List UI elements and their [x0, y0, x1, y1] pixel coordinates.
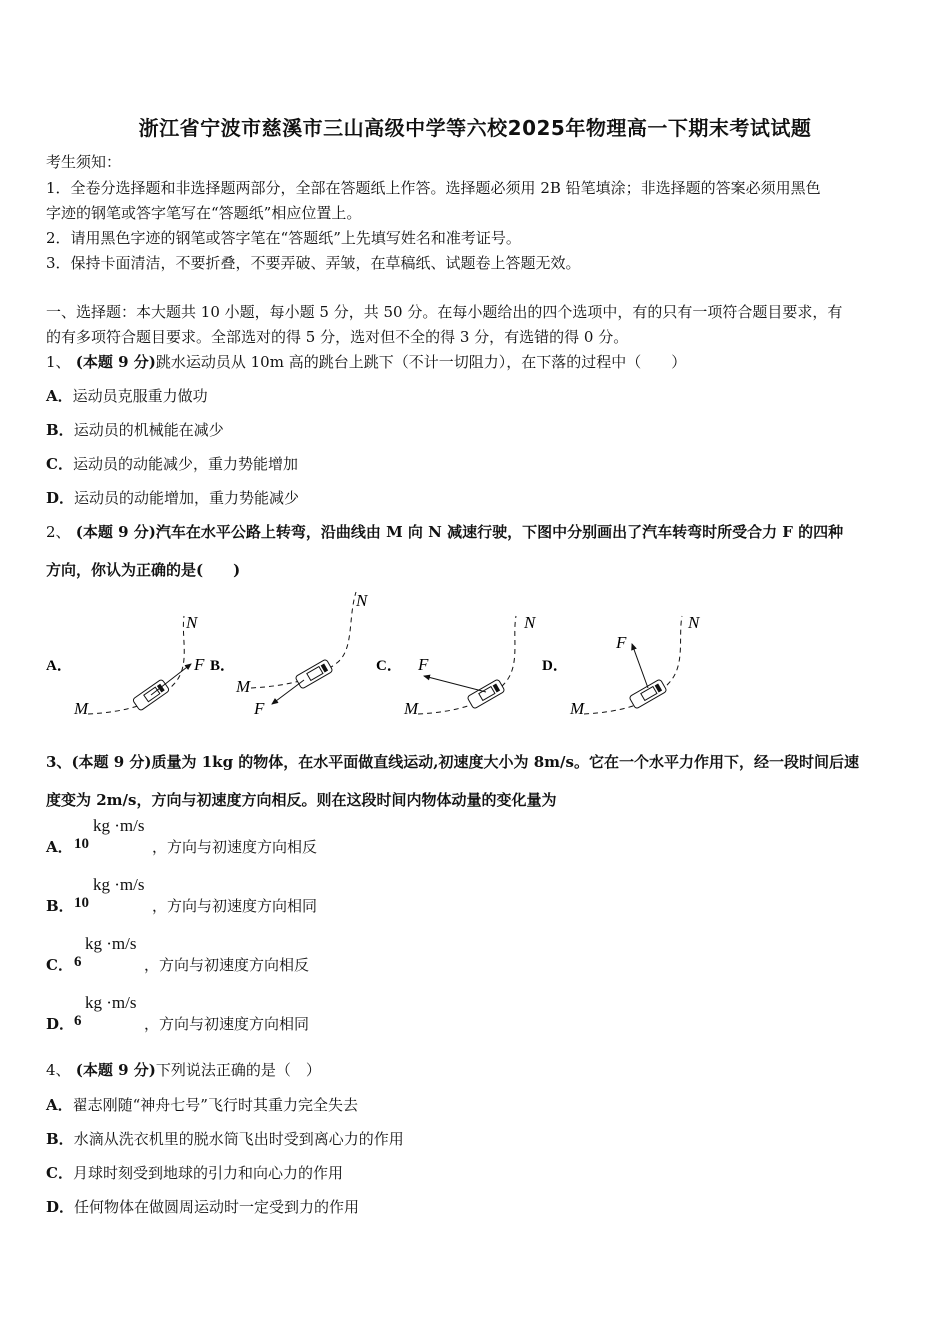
- option-value: 10: [74, 895, 89, 911]
- option-b: [46, 420, 908, 440]
- option-text: 运动员的动能减少，重力势能增加: [72, 455, 298, 473]
- figure-option-d: [542, 613, 701, 718]
- question-4-stem: [46, 1060, 908, 1080]
- option-b: [46, 1129, 908, 1149]
- section-intro: 一、选择题：本大题共 10 小题，每小题 5 分，共 50 分。在每小题给出的四个选项中，有的只有一项符合题目要求，有: [46, 303, 843, 321]
- figure-label-c: C．: [376, 658, 402, 674]
- figure-option-c: [376, 613, 537, 718]
- car-icon: [629, 679, 667, 709]
- option-text: 任何物体在做圆周运动时一定受到力的作用: [74, 1198, 360, 1216]
- question-number: 1、: [46, 353, 71, 371]
- option-value: 10: [74, 836, 89, 852]
- figure-label-b: B．: [210, 658, 236, 674]
- force-arrow: [151, 664, 191, 695]
- option-text: 翟志刚随“神舟七号”飞行时其重力完全失去: [72, 1096, 358, 1114]
- force-label: F: [418, 655, 429, 674]
- question-score: (本题 9 分): [71, 753, 152, 771]
- point-n-label: N: [356, 591, 368, 610]
- option-label: A．: [46, 1096, 73, 1114]
- option-a: [46, 816, 546, 882]
- figure-label-a: A．: [46, 658, 72, 674]
- option-value: 6: [74, 954, 82, 970]
- option-c: [46, 1163, 908, 1183]
- option-label: C．: [46, 1164, 73, 1182]
- question-3-stem: [46, 752, 908, 772]
- option-text: ，方向与初速度方向相反: [152, 838, 318, 856]
- option-text: 水滴从洗衣机里的脱水筒飞出时受到离心力的作用: [73, 1130, 404, 1148]
- unit-label: kg ·m/s: [85, 993, 137, 1012]
- option-label: D．: [46, 1015, 75, 1033]
- point-n-label: N: [186, 613, 198, 632]
- option-label: D．: [46, 489, 75, 507]
- option-c: [46, 934, 546, 1000]
- point-m-label: M: [236, 677, 251, 696]
- force-label: F: [254, 699, 265, 718]
- figure-option-b: [210, 591, 369, 718]
- option-text: 运动员的机械能在减少: [73, 421, 224, 439]
- option-value: 6: [74, 1013, 82, 1029]
- question-score: (本题 9 分): [70, 523, 156, 541]
- option-b: [46, 875, 546, 941]
- option-c: [46, 454, 908, 474]
- figure-label-d: D．: [542, 658, 568, 674]
- option-a: [46, 386, 908, 406]
- car-icon: [295, 659, 333, 689]
- notice-item-3: 3．保持卡面清洁，不要折叠，不要弄破、弄皱，在草稿纸、试题卷上答题无效。: [46, 254, 581, 272]
- question-number: 2、: [46, 523, 71, 541]
- question-text: 下列说法正确的是（ ）: [155, 1061, 321, 1079]
- option-label: C．: [46, 956, 73, 974]
- option-d: [46, 993, 546, 1059]
- question-1-stem: [46, 352, 908, 372]
- force-label: F: [194, 655, 205, 674]
- option-label: A．: [46, 838, 73, 856]
- point-m-label: M: [74, 699, 89, 718]
- unit-label: kg ·m/s: [85, 934, 137, 953]
- notice-item-2: 2．请用黑色字迹的钢笔或答字笔在“答题纸”上先填写姓名和准考证号。: [46, 229, 521, 247]
- question-3-stem-cont: 度变为 2m/s，方向与初速度方向相反。则在这段时间内物体动量的变化量为: [46, 791, 557, 809]
- option-label: C．: [46, 455, 73, 473]
- notice-item-1-cont: 字迹的钢笔或答字笔写在“答题纸”相应位置上。: [46, 204, 362, 222]
- question-text: 汽车在水平公路上转弯，沿曲线由 M 向 N 减速行驶，下图中分别画出了汽车转弯时所受合力 F 的四种: [155, 523, 844, 541]
- force-arrow: [424, 676, 486, 692]
- point-n-label: N: [524, 613, 536, 632]
- option-label: B．: [46, 897, 74, 915]
- question-number: 4、: [46, 1061, 71, 1079]
- notice-heading: 考生须知：: [46, 153, 122, 171]
- question-text: 质量为 1kg 的物体，在水平面做直线运动,初速度大小为 8m/s。它在一个水平力作用下，经一段时间后速: [151, 753, 859, 771]
- unit-label: kg ·m/s: [93, 875, 145, 894]
- question-2-stem: [46, 522, 908, 542]
- option-text: ，方向与初速度方向相同: [152, 897, 318, 915]
- option-a: [46, 1095, 908, 1115]
- point-m-label: M: [404, 699, 419, 718]
- option-text: ，方向与初速度方向相反: [144, 956, 310, 974]
- figure-option-a: [46, 613, 205, 718]
- option-label: A．: [46, 387, 73, 405]
- page-title: 浙江省宁波市慈溪市三山高级中学等六校2025年物理高一下期末考试试题: [138, 116, 812, 140]
- question-text: 跳水运动员从 10m 高的跳台上跳下（不计一切阻力），在下落的过程中（ ）: [155, 353, 687, 371]
- option-label: B．: [46, 421, 74, 439]
- path-curve: [418, 616, 516, 714]
- option-text: 运动员克服重力做功: [72, 387, 208, 405]
- option-d: [46, 488, 908, 508]
- car-turning-figure: [46, 588, 916, 728]
- point-n-label: N: [688, 613, 700, 632]
- option-label: B．: [46, 1130, 74, 1148]
- car-icon: [467, 679, 505, 709]
- point-m-label: M: [570, 699, 585, 718]
- section-intro-cont: 的有多项符合题目要求。全部选对的得 5 分，选对但不全的得 3 分，有选错的得 0 分。: [46, 328, 629, 346]
- option-text: ，方向与初速度方向相同: [144, 1015, 310, 1033]
- option-text: 运动员的动能增加，重力势能减少: [74, 489, 300, 507]
- question-score: (本题 9 分): [70, 353, 156, 371]
- option-label: D．: [46, 1198, 75, 1216]
- notice-item-1: 1．全卷分选择题和非选择题两部分，全部在答题纸上作答。选择题必须用 2B 铅笔填涂；非选择题的答案必须用黑色: [46, 179, 821, 197]
- force-arrow: [632, 644, 648, 688]
- option-text: 月球时刻受到地球的引力和向心力的作用: [72, 1164, 343, 1182]
- question-number: 3、: [46, 753, 72, 771]
- question-2-stem-cont: 方向，你认为正确的是( ): [46, 561, 241, 579]
- force-label: F: [616, 633, 627, 652]
- unit-label: kg ·m/s: [93, 816, 145, 835]
- option-d: [46, 1197, 908, 1217]
- question-score: (本题 9 分): [70, 1061, 156, 1079]
